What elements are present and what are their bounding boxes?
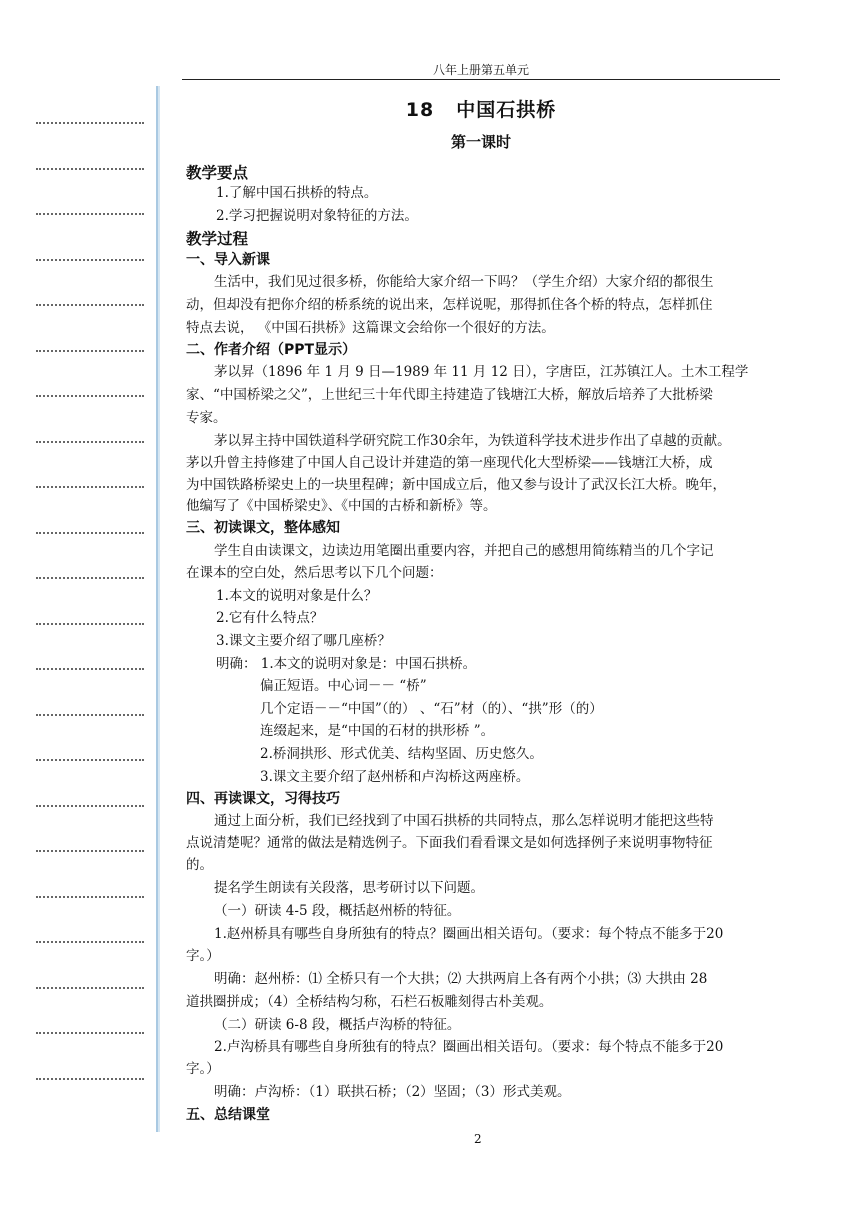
paragraph-line: 特点去说， 《中国石拱桥》这篇课文会给你一个很好的方法。	[186, 320, 555, 336]
binding-dots	[36, 350, 144, 352]
part-heading: 四、再读课文，习得技巧	[186, 791, 340, 807]
part-heading: 三、初读课文，整体感知	[186, 520, 340, 536]
section-heading: 教学要点	[186, 164, 249, 182]
lesson-name: 中国石拱桥	[456, 99, 557, 121]
list-item: 2.学习把握说明对象特征的方法。	[216, 208, 418, 224]
part-heading: 二、作者介绍（PPT显示）	[186, 342, 357, 358]
answer-line: 明确： 1.本文的说明对象是：中国石拱桥。	[216, 656, 477, 672]
answer-line: 连缀起来，是“中国的石材的拱形桥 ”。	[260, 723, 495, 739]
binding-dots	[36, 395, 144, 397]
binding-margin-line	[156, 86, 158, 1132]
binding-dots	[36, 623, 144, 625]
question-item: 3.课文主要介绍了哪几座桥？	[216, 633, 391, 649]
binding-dots	[36, 850, 144, 852]
page-header: 八年上册第五单元	[432, 63, 529, 77]
paragraph-line: 为中国铁路桥梁史上的一块里程碑；新中国成立后，他又参与设计了武汉长江大桥。晚年，	[186, 477, 726, 493]
binding-dots	[36, 759, 144, 761]
binding-dots	[36, 441, 144, 443]
paragraph-line: 茅以昇（1896 年 1 月 9 日—1989 年 11 月 12 日），字唐臣，江苏镇江人。土木工程学	[214, 364, 749, 380]
list-item: 1.了解中国石拱桥的特点。	[216, 185, 378, 201]
subsection-heading: （一）研读 4-5 段，概括赵州桥的特征。	[214, 903, 461, 919]
paragraph-line: 学生自由读课文，边读边用笔圈出重要内容，并把自己的感想用简练精当的几个字记	[214, 543, 714, 559]
binding-dots	[36, 532, 144, 534]
binding-dots	[36, 896, 144, 898]
paragraph-line: 的。	[186, 857, 213, 873]
binding-dots	[36, 577, 144, 579]
paragraph-line: 家、“中国桥梁之父”，上世纪三十年代即主持建造了钱塘江大桥，解放后培养了大批桥梁	[186, 387, 713, 403]
header-rule	[182, 79, 780, 80]
binding-dots	[36, 941, 144, 943]
binding-dots	[36, 213, 144, 215]
answer-line: 2.桥洞拱形、形式优美、结构坚固、历史悠久。	[260, 746, 543, 762]
paragraph-line: 通过上面分析，我们已经找到了中国石拱桥的共同特点，那么怎样说明才能把这些特	[214, 813, 714, 829]
answer-line: 几个定语－－“中国”（的） 、“石”材（的）、“拱”形（的）	[260, 701, 603, 717]
answer-line: 明确：赵州桥：⑴ 全桥只有一个大拱；⑵ 大拱两肩上各有两个小拱；⑶ 大拱由 28	[214, 971, 708, 987]
paragraph-line: 点说清楚呢？通常的做法是精选例子。下面我们看看课文是如何选择例子来说明事物特征	[186, 835, 713, 851]
binding-dots	[36, 486, 144, 488]
part-heading: 五、总结课堂	[186, 1107, 270, 1123]
question-item: 2.它有什么特点？	[216, 610, 324, 626]
page-number: 2	[474, 1132, 482, 1146]
binding-dots	[36, 122, 144, 124]
paragraph-line: 在课本的空白处，然后思考以下几个问题：	[186, 565, 443, 581]
question-item: 字。）	[186, 1061, 220, 1077]
binding-dots	[36, 1032, 144, 1034]
lesson-title	[182, 95, 780, 122]
answer-line: 道拱圈拼成；（4）全桥结构匀称，石栏石板雕刻得古朴美观。	[186, 994, 553, 1010]
answer-line: 明确：卢沟桥：（1）联拱石桥；（2）坚固；（3）形式美观。	[214, 1084, 571, 1100]
paragraph-line: 提名学生朗读有关段落，思考研讨以下问题。	[214, 880, 484, 896]
part-heading: 一、导入新课	[186, 252, 270, 268]
paragraph-line: 他编写了《中国桥梁史》、《中国的古桥和新桥》等。	[186, 498, 497, 514]
question-item: 1.赵州桥具有哪些自身所独有的特点？圈画出相关语句。（要求：每个特点不能多于20	[214, 926, 724, 942]
question-item: 字。）	[186, 948, 220, 964]
paragraph-line: 专家。	[186, 410, 227, 426]
answer-line: 3.课文主要介绍了赵州桥和卢沟桥这两座桥。	[260, 769, 530, 785]
section-heading: 教学过程	[186, 230, 249, 248]
paragraph-line: 生活中，我们见过很多桥，你能给大家介绍一下吗？（学生介绍）大家介绍的都很生	[214, 274, 714, 290]
binding-dots	[36, 304, 144, 306]
lesson-period: 第一课时	[450, 133, 511, 151]
paragraph-line: 茅以昇主持中国铁道科学研究院工作30余年，为铁道科学技术进步作出了卓越的贡献。	[214, 433, 731, 449]
binding-dots	[36, 805, 144, 807]
question-item: 2.卢沟桥具有哪些自身所独有的特点？圈画出相关语句。（要求：每个特点不能多于20	[214, 1039, 724, 1055]
binding-dots	[36, 668, 144, 670]
binding-dots	[36, 987, 144, 989]
paragraph-line: 动，但却没有把你介绍的桥系统的说出来，怎样说呢，那得抓住各个桥的特点，怎样抓住	[186, 297, 713, 313]
binding-dots	[36, 714, 144, 716]
binding-dots	[36, 1078, 144, 1080]
subsection-heading: （二）研读 6-8 段，概括卢沟桥的特征。	[214, 1017, 461, 1033]
lesson-number: 18	[405, 99, 435, 121]
paragraph-line: 茅以升曾主持修建了中国人自己设计并建造的第一座现代化大型桥梁——钱塘江大桥，成	[186, 455, 713, 471]
answer-line: 偏正短语。中心词－－ “桥”	[260, 678, 427, 694]
binding-dots	[36, 259, 144, 261]
binding-dots	[36, 168, 144, 170]
question-item: 1.本文的说明对象是什么？	[216, 588, 378, 604]
